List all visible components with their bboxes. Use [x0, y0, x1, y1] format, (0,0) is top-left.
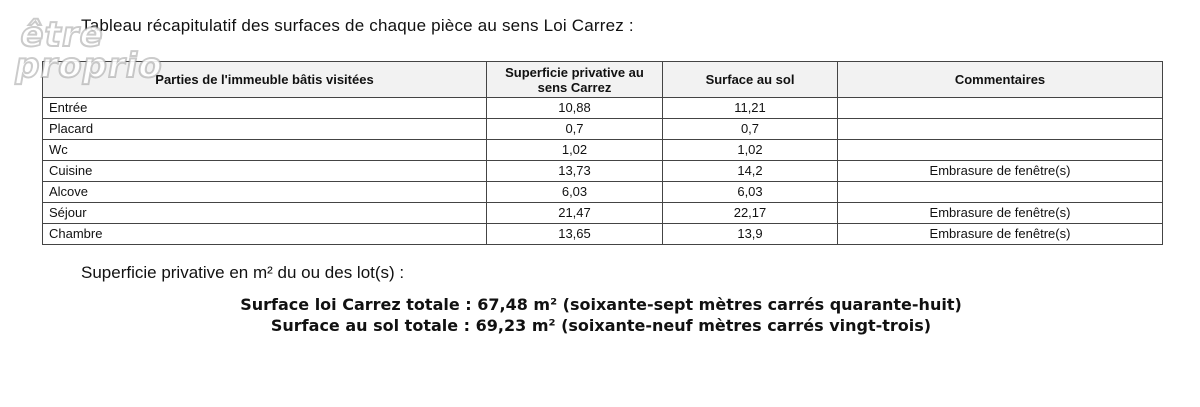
row-carrez: 1,02 [487, 140, 663, 161]
header-parts: Parties de l'immeuble bâtis visitées [43, 62, 487, 98]
row-carrez: 13,73 [487, 161, 663, 182]
row-comment [838, 140, 1163, 161]
table-row [43, 161, 1163, 182]
row-part: Wc [43, 140, 487, 161]
row-comment [838, 119, 1163, 140]
header-carrez: Superficie privative au sens Carrez [487, 62, 663, 98]
row-sol: 22,17 [663, 203, 838, 224]
row-comment: Embrasure de fenêtre(s) [838, 161, 1163, 182]
row-comment: Embrasure de fenêtre(s) [838, 224, 1163, 245]
row-part: Alcove [43, 182, 487, 203]
watermark-line-2: proprio [11, 46, 167, 87]
table-row [43, 203, 1163, 224]
total-surface-sol-line: Surface au sol totale : 69,23 m² (soixante-neuf mètres carrés vingt-trois) [270, 316, 932, 335]
row-part: Cuisine [43, 161, 487, 182]
row-carrez: 13,65 [487, 224, 663, 245]
header-commentaires: Commentaires [838, 62, 1163, 98]
surfaces-table [42, 61, 1163, 245]
table-row [43, 224, 1163, 245]
table-row [43, 98, 1163, 119]
superficie-privative-label: Superficie privative en m² du ou des lot(s) : [81, 263, 405, 282]
total-carrez-line: Surface loi Carrez totale : 67,48 m² (soixante-sept mètres carrés quarante-huit) [240, 295, 962, 314]
watermark-line-1: être [17, 15, 108, 55]
row-comment: Embrasure de fenêtre(s) [838, 203, 1163, 224]
row-carrez: 0,7 [487, 119, 663, 140]
row-sol: 13,9 [663, 224, 838, 245]
table-row [43, 140, 1163, 161]
row-sol: 1,02 [663, 140, 838, 161]
row-part: Placard [43, 119, 487, 140]
row-part: Entrée [43, 98, 487, 119]
row-carrez: 6,03 [487, 182, 663, 203]
row-carrez: 21,47 [487, 203, 663, 224]
row-sol: 6,03 [663, 182, 838, 203]
row-sol: 14,2 [663, 161, 838, 182]
table-row [43, 182, 1163, 203]
row-part: Chambre [43, 224, 487, 245]
row-comment [838, 98, 1163, 119]
table-title: Tableau récapitulatif des surfaces de chaque pièce au sens Loi Carrez : [81, 16, 634, 35]
row-comment [838, 182, 1163, 203]
row-sol: 0,7 [663, 119, 838, 140]
table-row [43, 119, 1163, 140]
row-sol: 11,21 [663, 98, 838, 119]
table-header-row [43, 62, 1163, 98]
row-part: Séjour [43, 203, 487, 224]
header-surface-sol: Surface au sol [663, 62, 838, 98]
row-carrez: 10,88 [487, 98, 663, 119]
